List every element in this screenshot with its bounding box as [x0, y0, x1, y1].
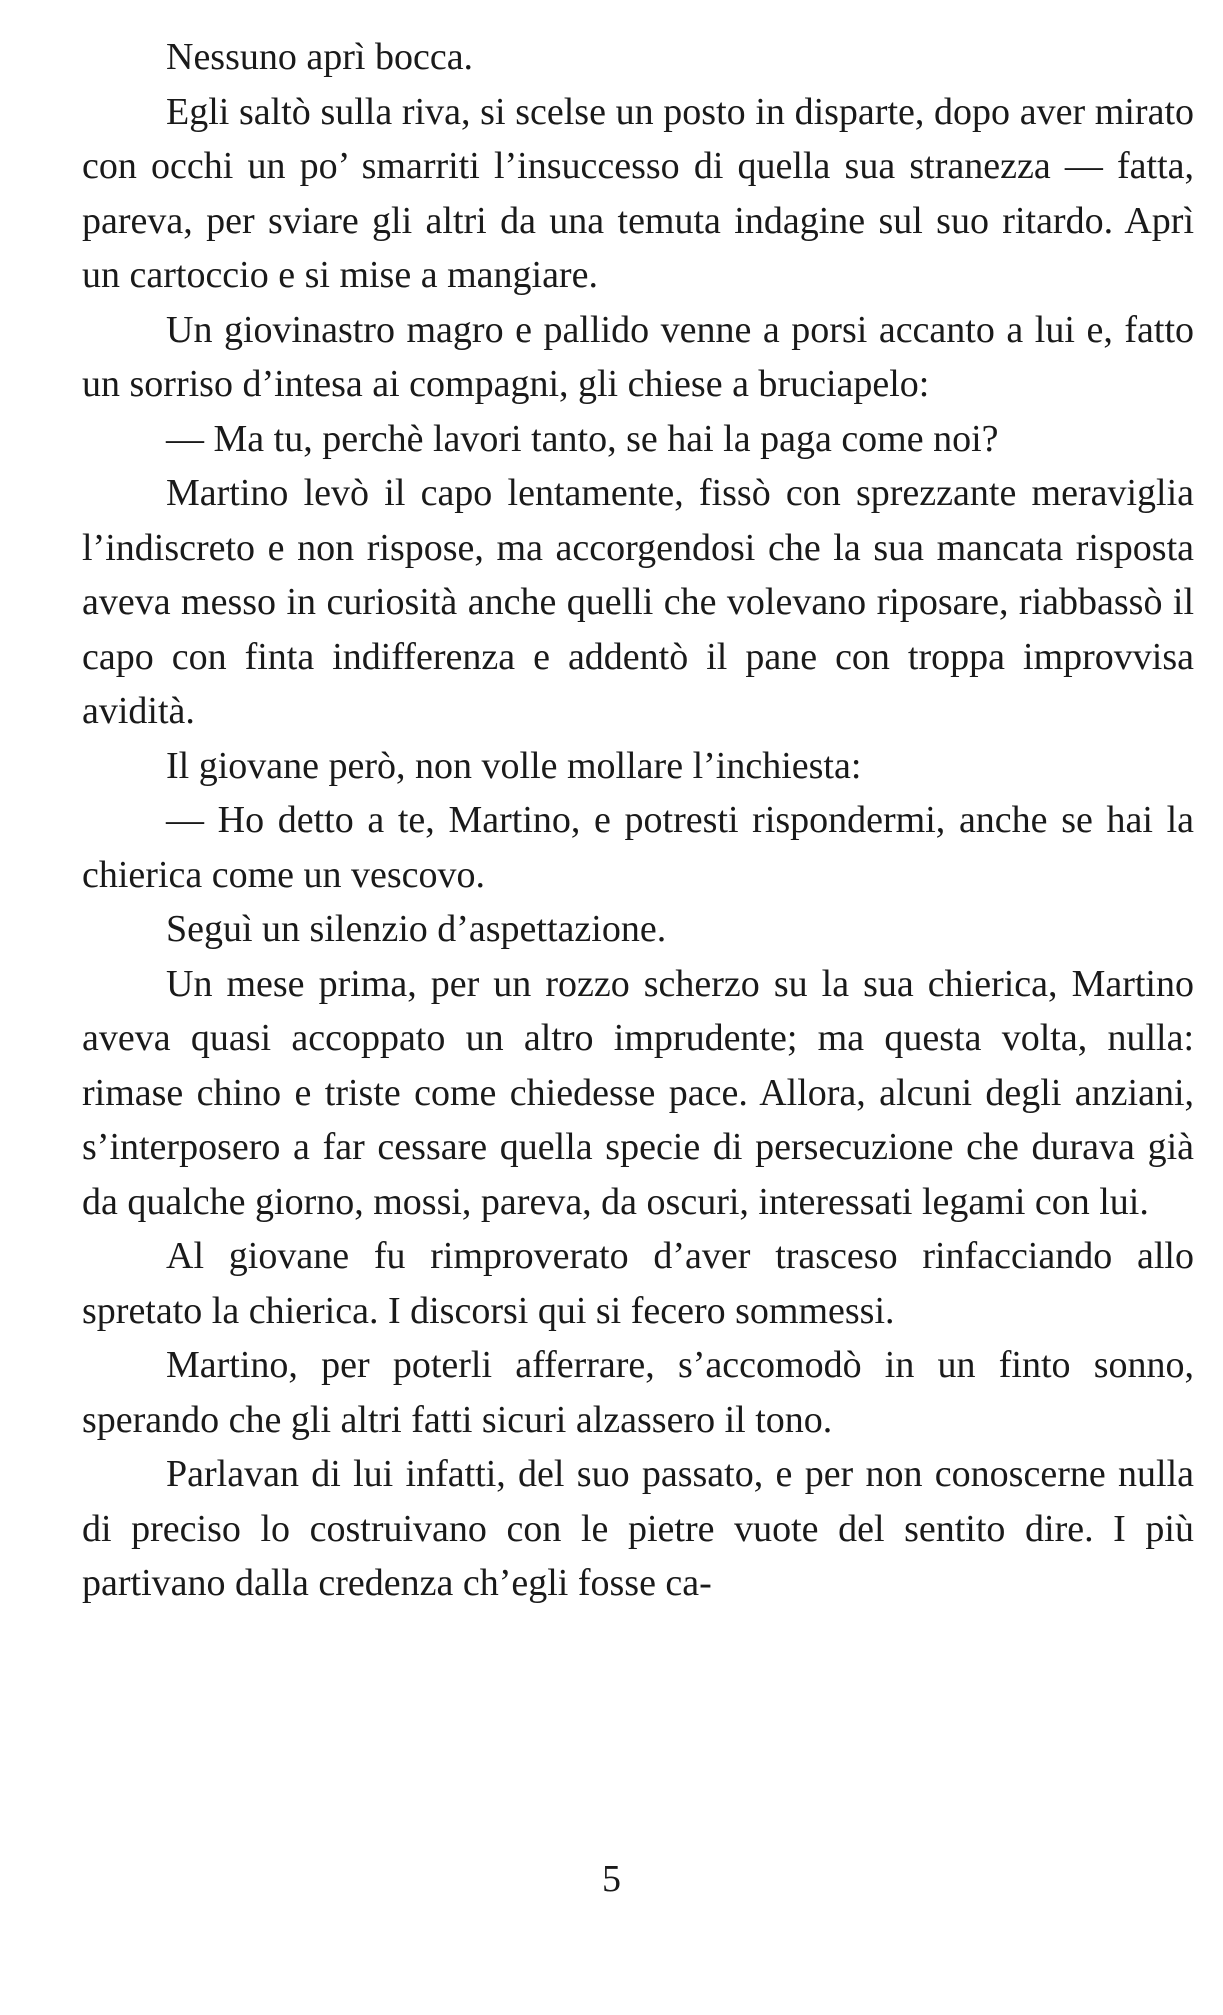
paragraph: Martino, per poterli afferrare, s’accomodò in un finto sonno, sperando che gli altri fatti sicuri alzassero il tono.	[82, 1344, 1194, 1441]
paragraph: Egli saltò sulla riva, si scelse un posto in disparte, dopo aver mirato con occhi un po’ smarriti l’insuccesso di quella sua stranezza — fatta, pareva, per sviare gli altri da una temuta indagine sul suo ritardo. Aprì un cartoccio e si mise a mangiare.	[82, 90, 1194, 296]
paragraph: Seguì un silenzio d’aspettazione.	[166, 908, 667, 950]
page-number: 5	[602, 1858, 621, 1900]
dialogue-line: — Ho detto a te, Martino, e potresti rispondermi, anche se hai la chierica come un vescovo.	[82, 799, 1194, 896]
paragraph: Un mese prima, per un rozzo scherzo su la sua chierica, Martino aveva quasi accoppato un altro imprudente; ma questa volta, nulla: rimase chino e triste come chiedesse pace. Allora, alcuni degli anziani, s’interposero a far cessare quella specie di persecuzione che durava già da qualche giorno, mossi, pareva, da oscuri, interessati legami con lui.	[82, 962, 1194, 1223]
body-text	[82, 30, 1194, 1611]
dialogue-line: — Ma tu, perchè lavori tanto, se hai la paga come noi?	[166, 417, 999, 460]
paragraph: Martino levò il capo lentamente, fissò con sprezzante meraviglia l’indiscreto e non rispose, ma accorgendosi che la sua mancata risposta aveva messo in curiosità anche quelli che volevano riposare, riabbassò il capo con finta indifferenza e addentò il pane con troppa improvvisa avidità.	[82, 472, 1194, 732]
paragraph: Un giovinastro magro e pallido venne a porsi accanto a lui e, fatto un sorriso d’intesa ai compagni, gli chiese a bruciapelo:	[82, 308, 1194, 405]
paragraph: Nessuno aprì bocca.	[166, 36, 474, 78]
paragraph: Parlavan di lui infatti, del suo passato, e per non conoscerne nulla di preciso lo costruivano con le pietre vuote del sentito dire. I più partivano dalla credenza ch’egli fosse ca-	[82, 1453, 1194, 1604]
paragraph: Al giovane fu rimproverato d’aver trasceso rinfacciando allo spretato la chierica. I discorsi qui si fecero sommessi.	[82, 1235, 1194, 1332]
paragraph: Il giovane però, non volle mollare l’inchiesta:	[166, 744, 862, 787]
